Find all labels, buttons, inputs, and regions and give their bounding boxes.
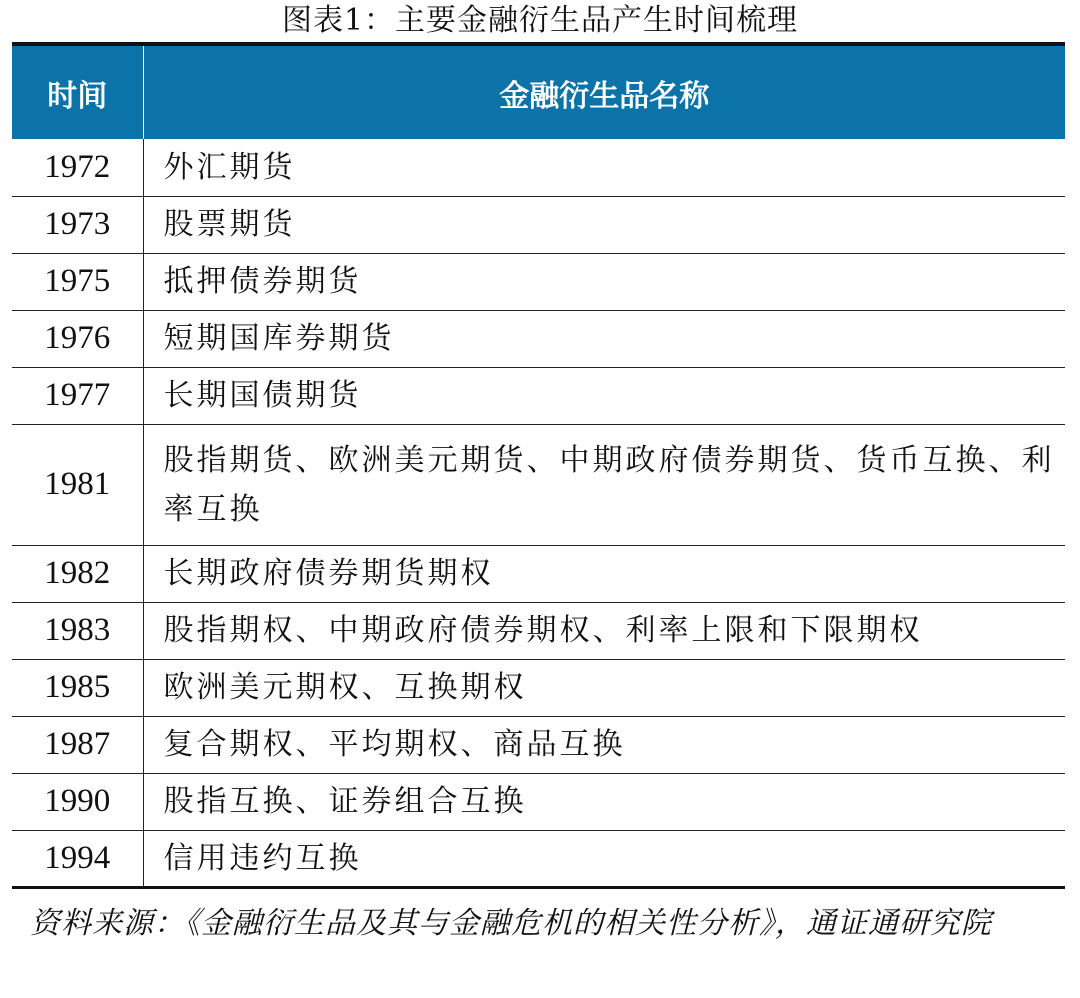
year-cell: 1976 xyxy=(12,310,143,367)
table-row xyxy=(12,545,1065,602)
year-cell: 1985 xyxy=(12,659,143,716)
derivative-name-cell: 信用违约互换 xyxy=(143,830,1065,887)
table-row xyxy=(12,773,1065,830)
table-row xyxy=(12,830,1065,887)
table-row xyxy=(12,602,1065,659)
table-header-row xyxy=(12,44,1065,139)
derivative-name-cell: 复合期权、平均期权、商品互换 xyxy=(143,716,1065,773)
table-row xyxy=(12,196,1065,253)
derivative-name-cell: 股指互换、证券组合互换 xyxy=(143,773,1065,830)
column-header-name: 金融衍生品名称 xyxy=(143,44,1065,139)
derivatives-table xyxy=(12,42,1065,889)
year-cell: 1983 xyxy=(12,602,143,659)
year-cell: 1975 xyxy=(12,253,143,310)
derivative-name-cell: 短期国库券期货 xyxy=(143,310,1065,367)
derivative-name-cell: 股票期货 xyxy=(143,196,1065,253)
table-row xyxy=(12,659,1065,716)
table-row xyxy=(12,716,1065,773)
column-header-year: 时间 xyxy=(12,44,143,139)
table-body xyxy=(12,139,1065,887)
derivative-name-cell: 股指期货、欧洲美元期货、中期政府债券期货、货币互换、利率互换 xyxy=(143,424,1065,545)
year-cell: 1982 xyxy=(12,545,143,602)
year-cell: 1973 xyxy=(12,196,143,253)
year-cell: 1977 xyxy=(12,367,143,424)
year-cell: 1994 xyxy=(12,830,143,887)
derivative-name-cell: 股指期权、中期政府债券期权、利率上限和下限期权 xyxy=(143,602,1065,659)
table-row xyxy=(12,367,1065,424)
table-row xyxy=(12,253,1065,310)
year-cell: 1981 xyxy=(12,424,143,545)
derivative-name-cell: 抵押债券期货 xyxy=(143,253,1065,310)
table-row xyxy=(12,310,1065,367)
year-cell: 1987 xyxy=(12,716,143,773)
derivative-name-cell: 长期国债期货 xyxy=(143,367,1065,424)
source-note: 资料来源：《金融衍生品及其与金融危机的相关性分析》，通证通研究院 xyxy=(30,906,992,941)
derivative-name-cell: 欧洲美元期权、互换期权 xyxy=(143,659,1065,716)
table-header xyxy=(12,44,1065,139)
year-cell: 1990 xyxy=(12,773,143,830)
table-row xyxy=(12,139,1065,196)
figure-title: 图表1：主要金融衍生品产生时间梳理 xyxy=(281,3,799,38)
derivative-name-cell: 外汇期货 xyxy=(143,139,1065,196)
year-cell: 1972 xyxy=(12,139,143,196)
derivative-name-cell: 长期政府债券期货期权 xyxy=(143,545,1065,602)
table-row xyxy=(12,424,1065,545)
